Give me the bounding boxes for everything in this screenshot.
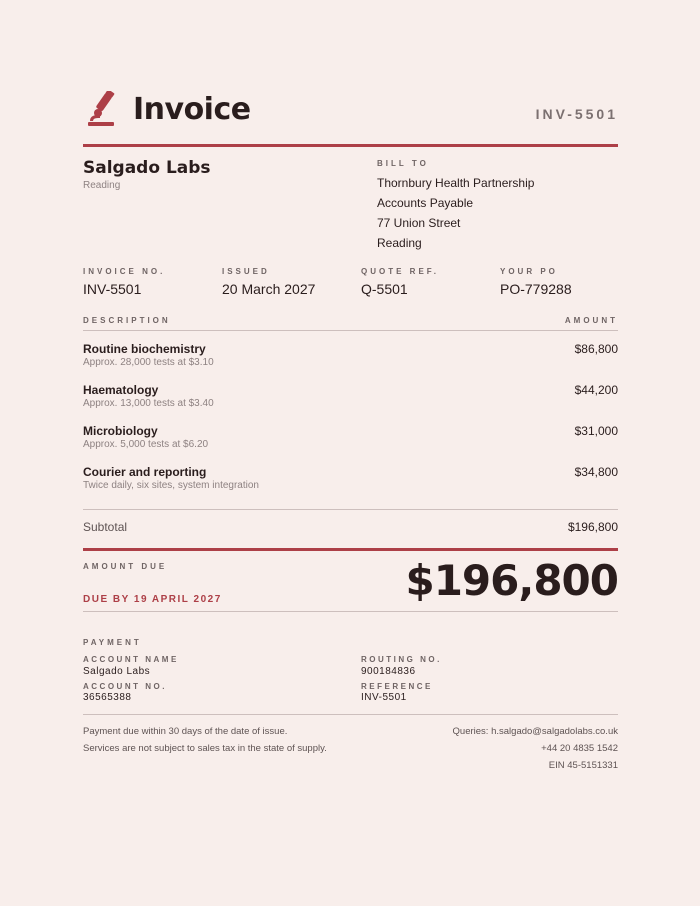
- bill-to-label: BILL TO: [377, 159, 429, 168]
- item-detail: Twice daily, six sites, system integration: [83, 480, 259, 491]
- account-no-value: 36565388: [83, 692, 132, 703]
- meta-issued: [222, 267, 315, 297]
- meta-value: INV-5501: [83, 281, 142, 297]
- invoice-code: INV-5501: [535, 106, 618, 122]
- total-amount: $196,800: [405, 556, 618, 605]
- item-detail: Approx. 13,000 tests at $3.40: [83, 398, 214, 409]
- bill-to-line: 77 Union Street: [377, 216, 461, 230]
- tax-note: Services are not subject to sales tax in the state of supply.: [83, 743, 327, 754]
- meta-label: ISSUED: [222, 267, 270, 276]
- item-detail: Approx. 5,000 tests at $6.20: [83, 439, 209, 450]
- meta-your-po: [500, 267, 572, 297]
- payment-heading: PAYMENT: [83, 638, 142, 647]
- meta-quote-ref: [361, 267, 439, 297]
- phone-number: +44 20 4835 1542: [541, 743, 618, 754]
- items-divider: [83, 509, 618, 510]
- bill-to-line: Accounts Payable: [377, 196, 474, 210]
- account-name-label: ACCOUNT NAME: [83, 655, 179, 664]
- queries-email: Queries: h.salgado@salgadolabs.co.uk: [452, 726, 618, 737]
- routing-no-label: ROUTING NO.: [361, 655, 442, 664]
- meta-value: 20 March 2027: [222, 281, 316, 297]
- page-title: Invoice: [133, 92, 251, 127]
- line-item: [83, 424, 618, 450]
- footer-divider: [83, 714, 618, 715]
- meta-label: INVOICE NO.: [83, 267, 166, 276]
- meta-label: YOUR PO: [500, 267, 558, 276]
- meta-label: QUOTE REF.: [361, 267, 440, 276]
- microscope-icon: [86, 91, 118, 129]
- item-amount: $31,000: [574, 424, 618, 438]
- ein-number: EIN 45-5151331: [548, 760, 618, 771]
- item-amount: $34,800: [574, 465, 618, 479]
- table-header-divider: [83, 330, 618, 331]
- invoice-page: [83, 0, 618, 906]
- vendor-city: Reading: [83, 180, 121, 191]
- reference-value: INV-5501: [361, 692, 407, 703]
- total-divider: [83, 548, 618, 551]
- header-divider: [83, 144, 618, 147]
- meta-invoice-no: [83, 267, 165, 297]
- bill-to-line: Thornbury Health Partnership: [377, 176, 535, 190]
- amount-due-divider: [83, 611, 618, 612]
- item-amount: $86,800: [574, 342, 618, 356]
- account-name-value: Salgado Labs: [83, 666, 151, 677]
- amount-due-label: AMOUNT DUE: [83, 562, 168, 571]
- account-no-label: ACCOUNT NO.: [83, 682, 167, 691]
- reference-label: REFERENCE: [361, 682, 433, 691]
- item-detail: Approx. 28,000 tests at $3.10: [83, 357, 214, 368]
- routing-no-value: 900184836: [361, 666, 416, 677]
- item-name: Haematology: [83, 383, 159, 397]
- line-item: [83, 465, 618, 491]
- meta-value: Q-5501: [361, 281, 408, 297]
- item-name: Routine biochemistry: [83, 342, 206, 356]
- amount-column-header: AMOUNT: [564, 316, 618, 325]
- line-item: [83, 383, 618, 409]
- footer-notes: [83, 723, 327, 757]
- payment-terms: Payment due within 30 days of the date of issue.: [83, 726, 288, 737]
- item-amount: $44,200: [574, 383, 618, 397]
- footer-contact: [453, 723, 618, 774]
- bill-to-line: Reading: [377, 236, 422, 250]
- bill-to-address: [377, 173, 534, 253]
- subtotal-label: Subtotal: [83, 520, 128, 534]
- subtotal-value: $196,800: [567, 520, 618, 534]
- item-name: Microbiology: [83, 424, 158, 438]
- vendor-name: Salgado Labs: [83, 158, 211, 178]
- line-item: [83, 342, 618, 368]
- meta-value: PO-779288: [500, 281, 572, 297]
- due-date: DUE BY 19 APRIL 2027: [83, 594, 222, 605]
- description-column-header: DESCRIPTION: [83, 316, 171, 325]
- item-name: Courier and reporting: [83, 465, 207, 479]
